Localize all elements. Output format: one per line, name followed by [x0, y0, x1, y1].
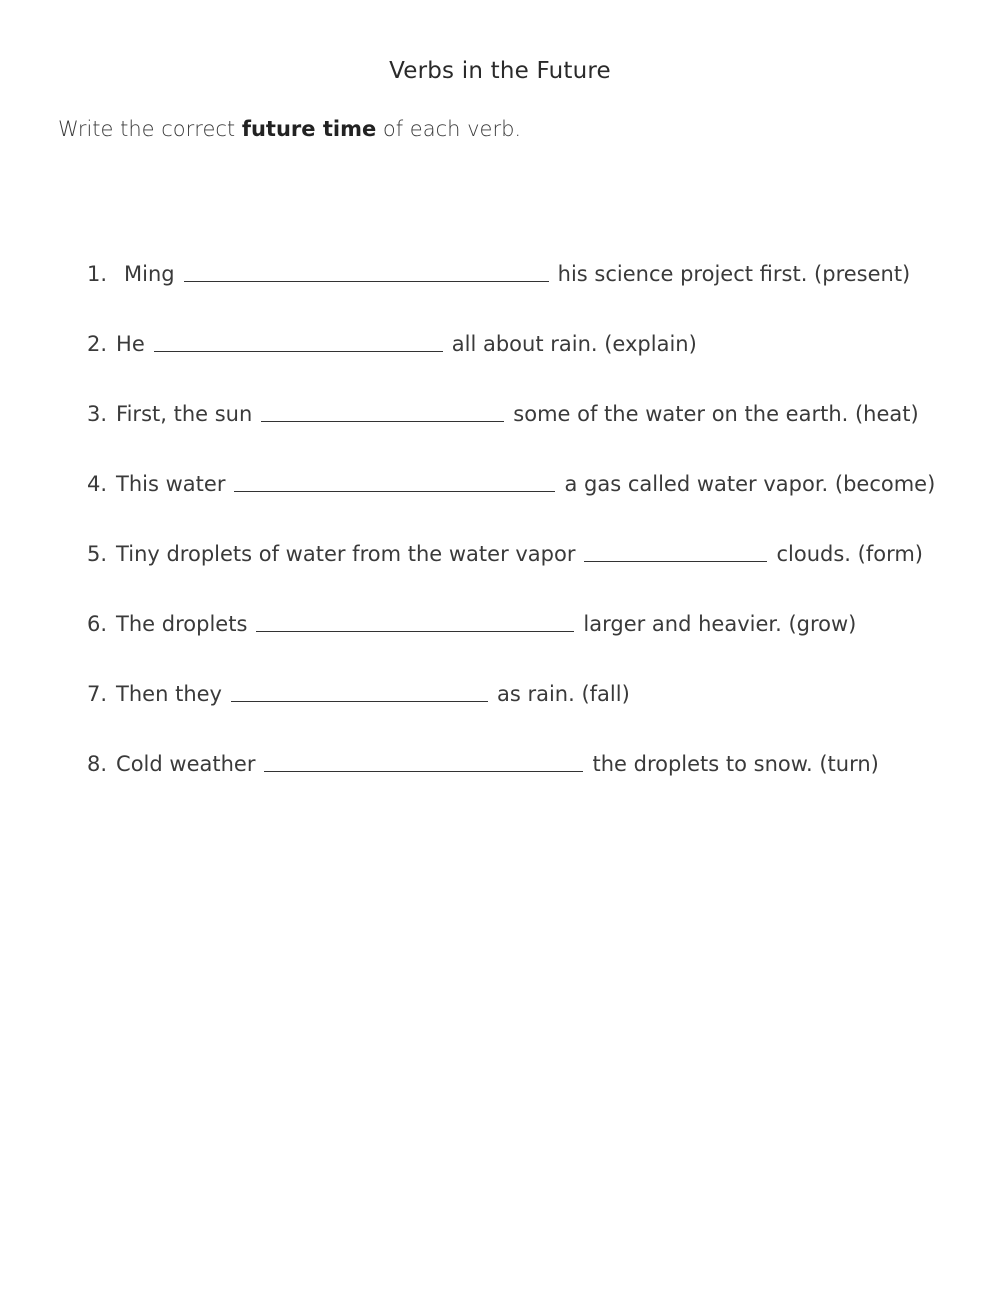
answer-input[interactable] [154, 332, 443, 354]
question-number: 3. [87, 402, 108, 426]
question-text-before: Then they [116, 682, 222, 706]
question-text-after: his science project first. (present) [557, 262, 911, 286]
question-text-before: Cold weather [116, 752, 256, 776]
question-7 [87, 674, 630, 706]
question-text-before: This water [116, 472, 226, 496]
question-text-before: He [116, 332, 145, 356]
instructions-bold: future time [241, 117, 377, 141]
instructions [58, 117, 521, 141]
question-text-after: all about rain. (explain) [451, 332, 697, 356]
question-8 [87, 744, 879, 776]
answer-input[interactable] [584, 542, 767, 564]
answer-blank[interactable] [154, 329, 443, 352]
question-1 [87, 254, 910, 286]
answer-input[interactable] [231, 682, 488, 704]
question-text-before: Ming [124, 262, 175, 286]
question-number: 8. [87, 752, 108, 776]
instructions-prefix: Write the correct [58, 117, 242, 141]
question-text-before: First, the sun [116, 402, 253, 426]
question-text-before: Tiny droplets of water from the water vapor [116, 542, 576, 566]
question-number: 4. [87, 472, 108, 496]
answer-input[interactable] [264, 752, 583, 774]
question-6 [87, 604, 856, 636]
question-text-after: a gas called water vapor. (become) [564, 472, 936, 496]
answer-blank[interactable] [256, 609, 574, 632]
question-number: 2. [87, 332, 108, 356]
answer-blank[interactable] [184, 259, 549, 282]
question-text-before: The droplets [116, 612, 248, 636]
answer-input[interactable] [261, 402, 504, 424]
question-number: 7. [87, 682, 108, 706]
answer-input[interactable] [234, 472, 555, 494]
question-text-after: as rain. (fall) [496, 682, 630, 706]
question-text-after: some of the water on the earth. (heat) [513, 402, 919, 426]
question-number: 6. [87, 612, 108, 636]
question-2 [87, 324, 697, 356]
answer-blank[interactable] [264, 749, 583, 772]
answer-blank[interactable] [231, 679, 488, 702]
question-5 [87, 534, 923, 566]
question-4 [87, 464, 935, 496]
question-number: 1. [87, 262, 108, 286]
answer-blank[interactable] [261, 399, 504, 422]
question-3 [87, 394, 919, 426]
answer-input[interactable] [184, 262, 549, 284]
question-text-after: clouds. (form) [776, 542, 923, 566]
question-number: 5. [87, 542, 108, 566]
answer-blank[interactable] [234, 469, 555, 492]
instructions-suffix: of each verb. [376, 117, 522, 141]
worksheet-title: Verbs in the Future [389, 58, 611, 84]
answer-input[interactable] [256, 612, 574, 634]
answer-blank[interactable] [584, 539, 767, 562]
question-text-after: the droplets to snow. (turn) [592, 752, 879, 776]
question-text-after: larger and heavier. (grow) [583, 612, 857, 636]
